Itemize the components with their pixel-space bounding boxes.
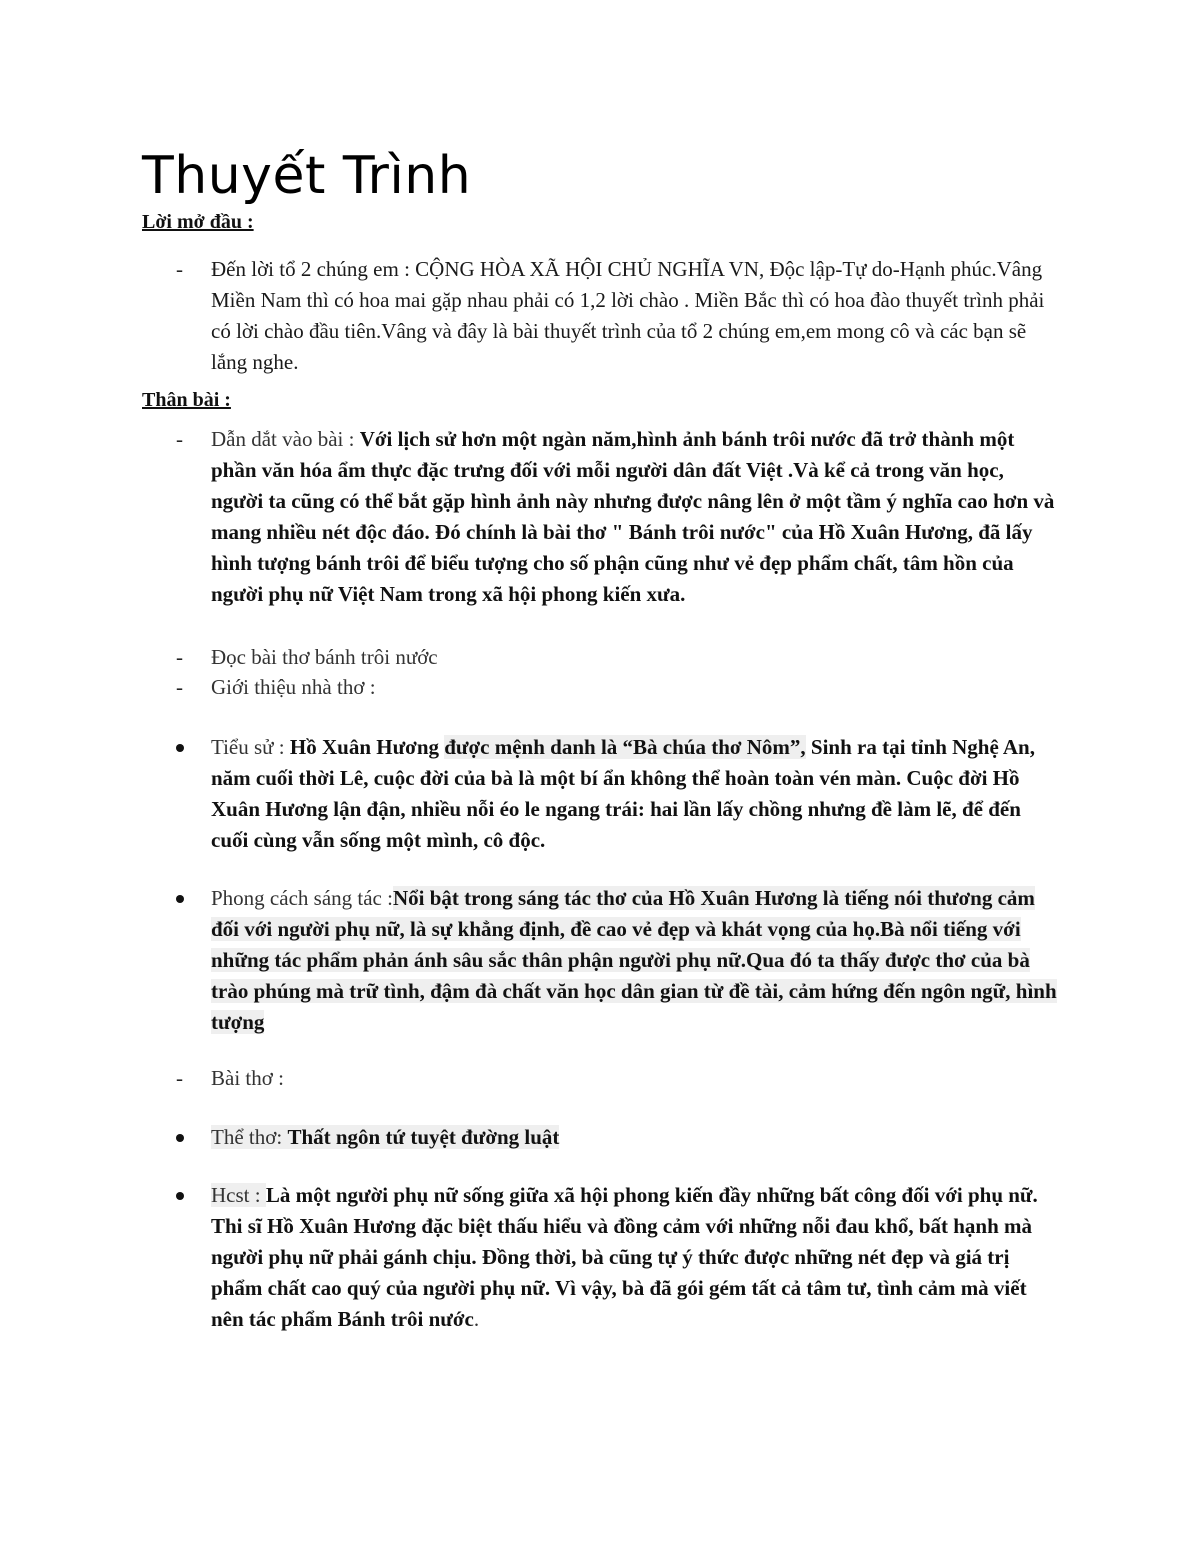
context-label: Hcst :	[211, 1183, 266, 1207]
body-heading: Thân bài :	[142, 389, 231, 411]
poem-item	[176, 1063, 1061, 1094]
document-title: Thuyết Trình	[142, 146, 472, 206]
lead-in-paragraph	[176, 424, 1061, 610]
context-item	[211, 1180, 1061, 1335]
poet-intro-item	[176, 672, 1061, 703]
style-item	[211, 883, 1061, 1038]
read-poem-text: Đọc bài thơ bánh trôi nước	[211, 645, 438, 669]
form-text: Thất ngôn tứ tuyệt đường luật	[287, 1125, 560, 1149]
biography-text-a: Hồ Xuân Hương	[289, 735, 445, 759]
context-text: Là một người phụ nữ sống giữa xã hội phong kiến đầy những bất công đối với phụ nữ. Thi sĩ Hồ Xuân Hương đặc biệt thấu hiểu và đồng cảm với những nỗi đau khổ, bất hạnh mà người phụ nữ phải gánh chịu. Đồng thời, bà cũng tự ý thức được những nét đẹp và giá trị phẩm chất cao quý của người phụ nữ. Vì vậy, bà đã gói gém tất cả tâm tư, tình cảm mà viết nên tác phẩm Bánh trôi nước	[211, 1183, 1038, 1331]
dash-marker: -	[176, 645, 183, 669]
intro-heading: Lời mở đầu :	[142, 211, 254, 233]
poet-intro-text: Giới thiệu nhà thơ :	[211, 675, 376, 699]
intro-paragraph	[176, 254, 1061, 378]
read-poem-item	[176, 642, 1061, 673]
poem-text: Bài thơ :	[211, 1066, 284, 1090]
biography-text-b: Sinh ra tại tỉnh Nghệ An, năm cuối thời Lê, cuộc đời của bà là một bí ẩn không thể hoàn toàn vén màn. Cuộc đời Hồ Xuân Hương lận đận, nhiều nỗi éo le ngang trái: hai lần lấy chồng nhưng đề làm lẽ, để đến cuối cùng vẫn sống một mình, cô độc.	[211, 735, 1035, 852]
style-highlight: Nổi bật trong sáng tác thơ của Hồ Xuân Hương là tiếng nói thương cảm đối với người phụ nữ, là sự khẳng định, đề cao vẻ đẹp và khát vọng của họ.Bà nổi tiếng với những tác phẩm phản ánh sâu sắc thân phận người phụ nữ.Qua đó ta thấy được thơ của bà trào phúng mà trữ tình, đậm đà chất văn học dân gian từ đề tài, cảm hứng đến ngôn ngữ, hình tượng	[211, 886, 1057, 1034]
context-end: .	[473, 1307, 480, 1331]
form-label: Thể thơ:	[211, 1125, 288, 1149]
form-item	[211, 1122, 1061, 1153]
biography-item	[211, 732, 1061, 856]
dash-marker: -	[176, 427, 183, 451]
biography-label: Tiểu sử :	[211, 735, 290, 759]
intro-text: Đến lời tổ 2 chúng em : CỘNG HÒA XÃ HỘI CHỦ NGHĨA VN, Độc lập-Tự do-Hạnh phúc.Vâng Miền Nam thì có hoa mai gặp nhau phải có 1,2 lời chào . Miền Bắc thì có hoa đào thuyết trình phải có lời chào đầu tiên.Vâng và đây là bài thuyết trình của tổ 2 chúng em,em mong cô và các bạn sẽ lắng nghe.	[211, 257, 1045, 374]
biography-highlight: được mệnh danh là “Bà chúa thơ Nôm”,	[444, 735, 806, 759]
dash-marker: -	[176, 1066, 183, 1090]
dash-marker: -	[176, 675, 183, 699]
style-label: Phong cách sáng tác :	[211, 886, 393, 910]
lead-in-text: Với lịch sử hơn một ngàn năm,hình ảnh bánh trôi nước đã trở thành một phần văn hóa ẩm thực đặc trưng đối với mỗi người dân đất Việt .Và kể cả trong văn học, người ta cũng có thể bắt gặp hình ảnh này nhưng được nâng lên ở một tầm ý nghĩa cao hơn và mang nhiều nét độc đáo. Đó chính là bài thơ " Bánh trôi nước" của Hồ Xuân Hương, đã lấy hình tượng bánh trôi để biểu tượng cho số phận cũng như vẻ đẹp phẩm chất, tâm hồn của người phụ nữ Việt Nam trong xã hội phong kiến xưa.	[211, 427, 1055, 606]
dash-marker: -	[176, 257, 183, 281]
lead-in-label: Dẫn dắt vào bài :	[211, 427, 360, 451]
